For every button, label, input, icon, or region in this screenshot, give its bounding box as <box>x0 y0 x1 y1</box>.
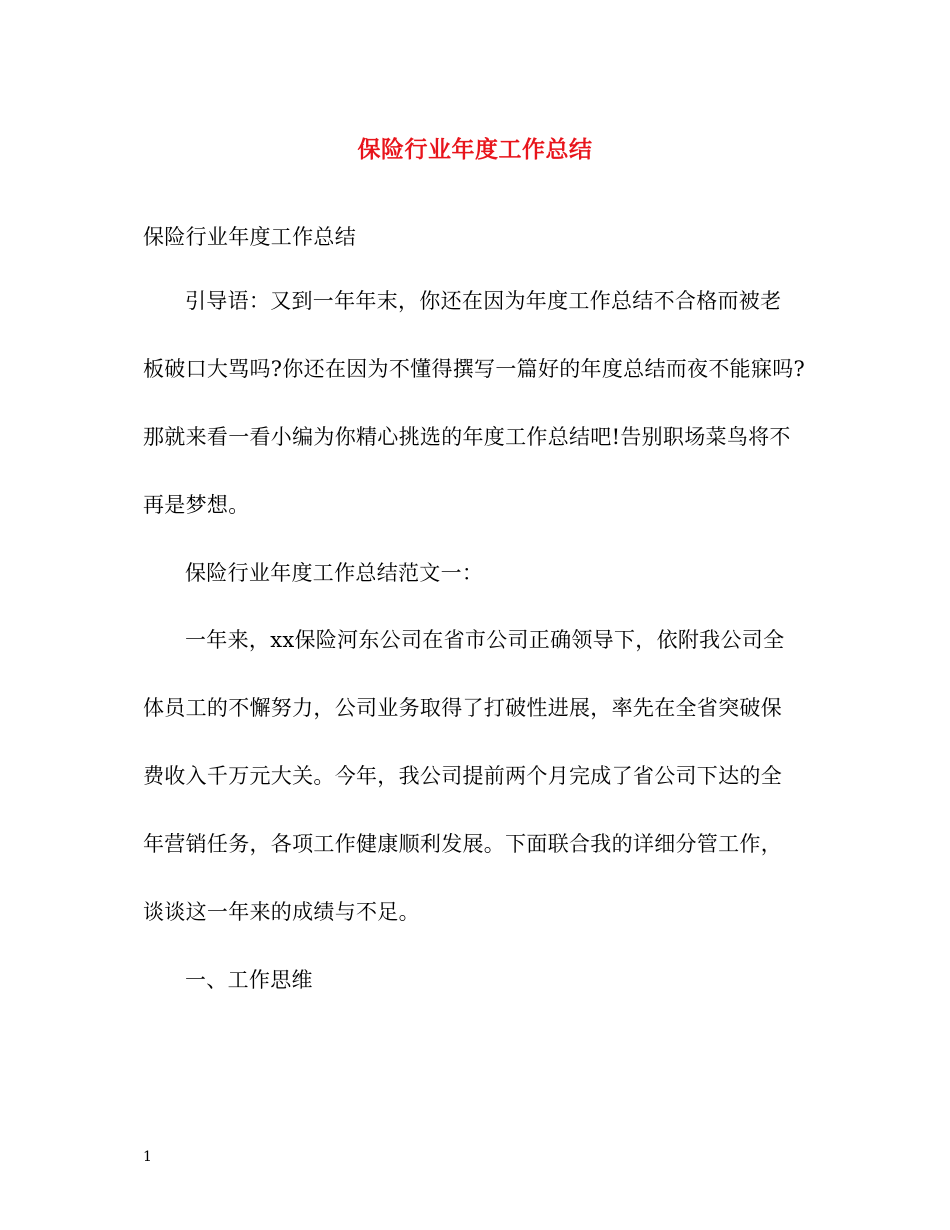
section-heading: 一、工作思维 <box>185 968 313 992</box>
paragraph-line: 谈谈这一年来的成绩与不足。 <box>143 900 420 924</box>
paragraph-line: 那就来看一看小编为你精心挑选的年度工作总结吧!告别职场菜鸟将不 <box>143 425 791 449</box>
paragraph-line: 费收入千万元大关。今年，我公司提前两个月完成了省公司下达的全 <box>143 764 782 788</box>
paragraph-line: 年营销任务，各项工作健康顺利发展。下面联合我的详细分管工作， <box>143 832 782 856</box>
document-title: 保险行业年度工作总结 <box>357 136 593 163</box>
paragraph-line: 引导语：又到一年年末，你还在因为年度工作总结不合格而被老 <box>185 289 782 313</box>
paragraph-line: 一年来，xx保险河东公司在省市公司正确领导下，依附我公司全 <box>185 628 785 652</box>
section-heading: 保险行业年度工作总结范文一： <box>185 561 484 585</box>
paragraph-line: 再是梦想。 <box>143 493 250 517</box>
paragraph-line: 体员工的不懈努力，公司业务取得了打破性进展，率先在全省突破保 <box>143 696 782 720</box>
paragraph-line: 板破口大骂吗?你还在因为不懂得撰写一篇好的年度总结而夜不能寐吗? <box>143 357 806 381</box>
page-number: 1 <box>143 1149 152 1165</box>
subtitle-line: 保险行业年度工作总结 <box>143 225 356 249</box>
